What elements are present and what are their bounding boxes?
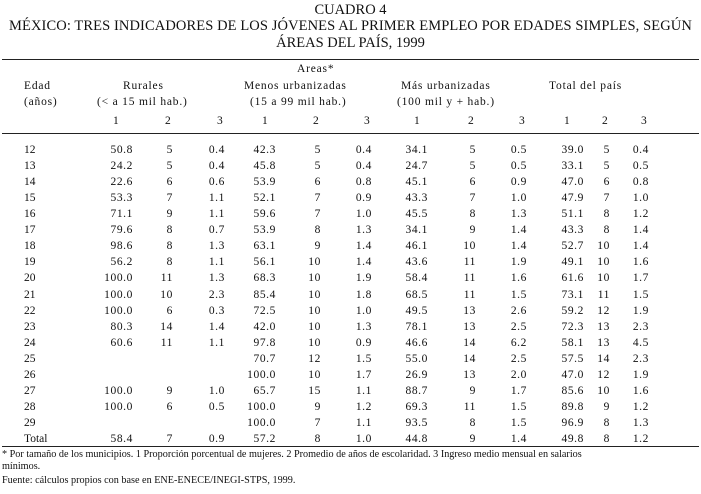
table-cell: 5 (603, 144, 610, 156)
table-cell: 10 (308, 304, 321, 317)
table-cell: 42.0 (253, 320, 276, 333)
table-cell: 1.7 (510, 384, 527, 397)
table-cell: 1.0 (355, 432, 372, 445)
table-cell: 0.4 (208, 144, 225, 156)
table-cell: 53.9 (253, 176, 276, 189)
table-cell: 0.4 (355, 160, 372, 173)
header-rurales: Rurales (123, 80, 164, 92)
table-cell: 56.2 (110, 256, 133, 269)
table-cell: 47.0 (561, 176, 584, 189)
table-cell: 1.3 (208, 272, 225, 285)
table-cell: 24.2 (110, 160, 133, 173)
table-cell: 1.0 (208, 384, 225, 397)
table-cell: 13 (463, 320, 476, 333)
menos-col-3: 3 (364, 115, 371, 127)
table-cell: 9 (469, 224, 476, 237)
table-cell: 39.0 (561, 144, 584, 156)
table-cell: 45.8 (253, 160, 276, 173)
table-cell: 8 (314, 224, 321, 237)
table-cell: 1.4 (632, 240, 649, 253)
table-cell: 47.9 (561, 192, 584, 205)
table-cell: 1.8 (355, 288, 372, 301)
table-cell: 1.0 (355, 304, 372, 317)
table-cell: 11 (463, 272, 476, 285)
table-cell: 10 (308, 320, 321, 333)
table-cell: 11 (463, 400, 476, 413)
table-cell: 5 (469, 160, 476, 173)
table-cell: 1.2 (632, 208, 649, 221)
table-cell: 2.5 (510, 352, 527, 365)
table-cell: 1.3 (355, 224, 372, 237)
table-cell: 7 (166, 192, 173, 205)
table-cell: 53.9 (253, 224, 276, 237)
table-cell: 80.3 (110, 320, 133, 333)
table-cell: 6.2 (510, 336, 527, 349)
table-cell: 100.0 (104, 304, 133, 317)
table-cell: 5 (314, 160, 321, 173)
table-title-continued: ÁREAS DEL PAÍS, 1999 (276, 35, 425, 51)
table-cell: 1.4 (355, 256, 372, 269)
table-cell: 10 (308, 272, 321, 285)
table-cell: 7 (469, 192, 476, 205)
table-cell: 34.1 (405, 144, 428, 156)
total-col-3: 3 (641, 115, 648, 127)
header-menos: Menos urbanizadas (244, 80, 347, 92)
table-cell: 1.5 (510, 288, 527, 301)
table-cell: 14 (463, 352, 476, 365)
table-cell: 57.5 (561, 352, 584, 365)
table-cell: 9 (314, 400, 321, 413)
table-cell: 55.0 (405, 352, 428, 365)
table-cell: 96.9 (561, 416, 584, 429)
table-cell: 10 (597, 384, 610, 397)
table-cell: 1.4 (510, 432, 527, 445)
table-cell: 9 (469, 384, 476, 397)
table-cell: 33.1 (561, 160, 584, 173)
table-cell: 22.6 (110, 176, 133, 189)
table-cell: 100.0 (247, 400, 276, 413)
table-cell: 1.4 (510, 240, 527, 253)
table-cell: 2.6 (510, 304, 527, 317)
table-cell: 45.5 (405, 208, 428, 221)
table-cell: 1.9 (355, 272, 372, 285)
row-age-label: 18 (24, 240, 36, 253)
table-cell: 8 (166, 256, 173, 269)
table-cell: 49.8 (561, 432, 584, 445)
table-cell: 68.3 (253, 272, 276, 285)
table-cell: 6 (469, 176, 476, 189)
table-cell: 6 (166, 400, 173, 413)
table-cell: 51.1 (561, 208, 584, 221)
table-cell: 7 (314, 208, 321, 221)
table-cell: 13 (597, 320, 610, 333)
header-mas: Más urbanizadas (401, 80, 491, 92)
table-cell: 88.7 (405, 384, 428, 397)
table-cell: 50.8 (110, 144, 133, 156)
table-cell: 0.3 (208, 304, 225, 317)
table-cell: 1.7 (632, 272, 649, 285)
table-cell: 100.0 (104, 384, 133, 397)
table-cell: 60.6 (110, 336, 133, 349)
table-cell: 26.9 (405, 368, 428, 381)
row-age-label: 28 (24, 400, 36, 413)
menos-col-1: 1 (262, 115, 269, 127)
table-cell: 1.1 (355, 416, 372, 429)
header-total: Total del país (549, 80, 622, 92)
table-cell: 1.4 (510, 224, 527, 237)
table-cell: 5 (166, 144, 173, 156)
table-cell: 53.3 (110, 192, 133, 205)
rurales-col-2: 2 (165, 115, 172, 127)
table-cell: 5 (314, 144, 321, 156)
table-cell: 9 (314, 240, 321, 253)
table-cell: 72.5 (253, 304, 276, 317)
row-age-label: 19 (24, 256, 36, 269)
table-cell: 7 (166, 432, 173, 445)
row-age-label: 22 (24, 304, 36, 317)
table-cell: 2.3 (208, 288, 225, 301)
table-cell: 61.6 (561, 272, 584, 285)
row-age-label: Total (24, 432, 48, 445)
table-cell: 9 (166, 208, 173, 221)
row-age-label: 15 (24, 192, 36, 205)
table-cell: 1.1 (208, 208, 225, 221)
table-cell: 6 (166, 304, 173, 317)
table-cell: 1.3 (355, 320, 372, 333)
table-cell: 0.7 (208, 224, 225, 237)
table-cell: 10 (597, 240, 610, 253)
table-cell: 7 (314, 416, 321, 429)
table-title-number: CUADRO 4 (314, 2, 387, 18)
table-cell: 13 (463, 304, 476, 317)
table-cell: 93.5 (405, 416, 428, 429)
table-cell: 11 (160, 336, 173, 349)
table-cell: 12 (597, 304, 610, 317)
table-cell: 14 (160, 320, 173, 333)
table-cell: 0.6 (208, 176, 225, 189)
row-age-label: 27 (24, 384, 36, 397)
table-cell: 1.0 (632, 192, 649, 205)
table-cell: 8 (166, 224, 173, 237)
table-cell: 8 (603, 416, 610, 429)
table-cell: 1.0 (355, 208, 372, 221)
table-cell: 52.7 (561, 240, 584, 253)
table-cell: 2.5 (510, 320, 527, 333)
table-cell: 0.9 (208, 432, 225, 445)
table-cell: 79.6 (110, 224, 133, 237)
header-menos-sub: (15 a 99 mil hab.) (250, 96, 347, 108)
table-cell: 1.2 (632, 400, 649, 413)
table-cell: 1.3 (632, 416, 649, 429)
table-cell: 10 (463, 240, 476, 253)
table-cell: 1.0 (510, 192, 527, 205)
table-cell: 68.5 (405, 288, 428, 301)
table-cell: 1.9 (510, 256, 527, 269)
table-cell: 58.1 (561, 336, 584, 349)
header-mas-sub: (100 mil y + hab.) (397, 96, 495, 108)
header-edad: Edad (24, 80, 51, 92)
table-cell: 42.3 (253, 144, 276, 156)
table-cell: 0.5 (510, 144, 527, 156)
total-col-1: 1 (564, 115, 571, 127)
table-cell: 100.0 (247, 416, 276, 429)
row-age-label: 13 (24, 160, 36, 173)
table-cell: 43.3 (561, 224, 584, 237)
table-cell: 1.7 (355, 368, 372, 381)
header-rule (2, 133, 699, 134)
table-cell: 8 (469, 208, 476, 221)
table-cell: 6 (603, 176, 610, 189)
table-cell: 8 (166, 240, 173, 253)
table-cell: 24.7 (405, 160, 428, 173)
row-age-label: 29 (24, 416, 36, 429)
table-cell: 2.3 (632, 352, 649, 365)
table-cell: 2.3 (632, 320, 649, 333)
table-cell: 71.1 (110, 208, 133, 221)
table-cell: 1.3 (510, 208, 527, 221)
table-cell: 43.3 (405, 192, 428, 205)
table-cell: 1.9 (632, 304, 649, 317)
table-cell: 11 (597, 288, 610, 301)
header-anos: (años) (24, 96, 58, 108)
footnote: * Por tamaño de los municipios. 1 Proporción porcentual de mujeres. 2 Promedio de años de escolaridad. 3 Ingreso medio mensual en salarios (2, 449, 582, 460)
table-cell: 59.6 (253, 208, 276, 221)
table-cell: 14 (463, 336, 476, 349)
table-cell: 9 (166, 384, 173, 397)
table-cell: 34.1 (405, 224, 428, 237)
table-cell: 1.6 (632, 256, 649, 269)
table-cell: 8 (603, 224, 610, 237)
table-cell: 73.1 (561, 288, 584, 301)
table-cell: 0.9 (355, 192, 372, 205)
table-cell: 100.0 (247, 368, 276, 381)
table-cell: 0.4 (355, 144, 372, 156)
table-cell: 4.5 (632, 336, 649, 349)
top-rule (2, 59, 699, 60)
table-cell: 100.0 (104, 272, 133, 285)
mas-col-2: 2 (468, 115, 475, 127)
rurales-col-3: 3 (217, 115, 224, 127)
table-cell: 5 (603, 160, 610, 173)
table-cell: 46.1 (405, 240, 428, 253)
row-age-label: 17 (24, 224, 36, 237)
header-rurales-sub: (< a 15 mil hab.) (97, 96, 188, 108)
table-cell: 0.8 (632, 176, 649, 189)
table-cell: 6 (166, 176, 173, 189)
table-cell: 11 (463, 256, 476, 269)
table-cell: 0.4 (632, 144, 649, 156)
table-cell: 1.5 (510, 400, 527, 413)
table-cell: 59.2 (561, 304, 584, 317)
table-cell: 8 (469, 416, 476, 429)
table-cell: 58.4 (110, 432, 133, 445)
table-cell: 85.6 (561, 384, 584, 397)
table-cell: 45.1 (405, 176, 428, 189)
table-cell: 1.4 (355, 240, 372, 253)
row-age-label: 16 (24, 208, 36, 221)
mas-col-1: 1 (414, 115, 421, 127)
rurales-col-1: 1 (113, 115, 120, 127)
table-cell: 43.6 (405, 256, 428, 269)
table-cell: 1.1 (208, 336, 225, 349)
footnote-continued: mínimos. (2, 461, 41, 472)
table-title: MÉXICO: TRES INDICADORES DE LOS JÓVENES AL PRIMER EMPLEO POR EDADES SIMPLES, SEGÚN (9, 18, 692, 34)
table-cell: 63.1 (253, 240, 276, 253)
row-age-label: 20 (24, 272, 36, 285)
table-cell: 6 (314, 176, 321, 189)
table-cell: 14 (597, 352, 610, 365)
table-cell: 10 (597, 272, 610, 285)
table-cell: 8 (314, 432, 321, 445)
table-cell: 56.1 (253, 256, 276, 269)
table-cell: 52.1 (253, 192, 276, 205)
total-col-2: 2 (602, 115, 609, 127)
table-cell: 1.4 (208, 320, 225, 333)
table-cell: 8 (603, 432, 610, 445)
table-cell: 1.2 (355, 400, 372, 413)
table-cell: 98.6 (110, 240, 133, 253)
row-age-label: 21 (24, 288, 36, 301)
table-cell: 65.7 (253, 384, 276, 397)
table-cell: 7 (603, 192, 610, 205)
table-cell: 49.1 (561, 256, 584, 269)
table-cell: 1.1 (208, 256, 225, 269)
table-cell: 0.5 (510, 160, 527, 173)
table-cell: 0.5 (632, 160, 649, 173)
table-cell: 9 (603, 400, 610, 413)
row-age-label: 25 (24, 352, 36, 365)
table-cell: 13 (463, 368, 476, 381)
mas-col-3: 3 (519, 115, 526, 127)
table-cell: 0.9 (510, 176, 527, 189)
table-cell: 100.0 (104, 288, 133, 301)
table-cell: 46.6 (405, 336, 428, 349)
table-cell: 1.1 (208, 192, 225, 205)
table-cell: 10 (308, 336, 321, 349)
table-cell: 8 (603, 208, 610, 221)
table-cell: 10 (597, 256, 610, 269)
table-cell: 12 (597, 368, 610, 381)
source-note: Fuente: cálculos propios con base en ENE-ENECE/INEGI-STPS, 1999. (2, 475, 296, 486)
table-cell: 11 (160, 272, 173, 285)
row-age-label: 12 (24, 144, 36, 156)
table-cell: 58.4 (405, 272, 428, 285)
table-cell: 9 (469, 432, 476, 445)
table-cell: 1.4 (632, 224, 649, 237)
table-cell: 1.5 (355, 352, 372, 365)
table-cell: 1.6 (510, 272, 527, 285)
row-age-label: 14 (24, 176, 36, 189)
menos-col-2: 2 (313, 115, 320, 127)
table-cell: 5 (166, 160, 173, 173)
row-age-label: 24 (24, 336, 36, 349)
table-cell: 57.2 (253, 432, 276, 445)
table-cell: 10 (160, 288, 173, 301)
table-cell: 15 (308, 384, 321, 397)
table-cell: 1.5 (632, 288, 649, 301)
table-cell: 0.9 (355, 336, 372, 349)
table-cell: 5 (469, 144, 476, 156)
table-cell: 0.8 (355, 176, 372, 189)
table-cell: 1.2 (632, 432, 649, 445)
table-cell: 0.4 (208, 160, 225, 173)
table-cell: 10 (308, 256, 321, 269)
table-cell: 100.0 (104, 400, 133, 413)
table-cell: 1.1 (355, 384, 372, 397)
table-cell: 12 (308, 352, 321, 365)
table-cell: 0.5 (208, 400, 225, 413)
table-cell: 7 (314, 192, 321, 205)
table-cell: 44.8 (405, 432, 428, 445)
table-cell: 85.4 (253, 288, 276, 301)
row-age-label: 26 (24, 368, 36, 381)
table-cell: 10 (308, 288, 321, 301)
table-cell: 13 (597, 336, 610, 349)
table-cell: 72.3 (561, 320, 584, 333)
bottom-rule (2, 446, 699, 447)
table-cell: 2.0 (510, 368, 527, 381)
table-cell: 11 (463, 288, 476, 301)
table-cell: 70.7 (253, 352, 276, 365)
table-cell: 49.5 (405, 304, 428, 317)
table-cell: 1.3 (208, 240, 225, 253)
table-cell: 47.0 (561, 368, 584, 381)
row-age-label: 23 (24, 320, 36, 333)
table-cell: 97.8 (253, 336, 276, 349)
table-cell: 89.8 (561, 400, 584, 413)
table-cell: 69.3 (405, 400, 428, 413)
table-cell: 1.5 (510, 416, 527, 429)
table-cell: 1.9 (632, 368, 649, 381)
header-areas: Areas* (297, 63, 335, 75)
table-cell: 10 (308, 368, 321, 381)
table-cell: 78.1 (405, 320, 428, 333)
table-cell: 1.6 (632, 384, 649, 397)
